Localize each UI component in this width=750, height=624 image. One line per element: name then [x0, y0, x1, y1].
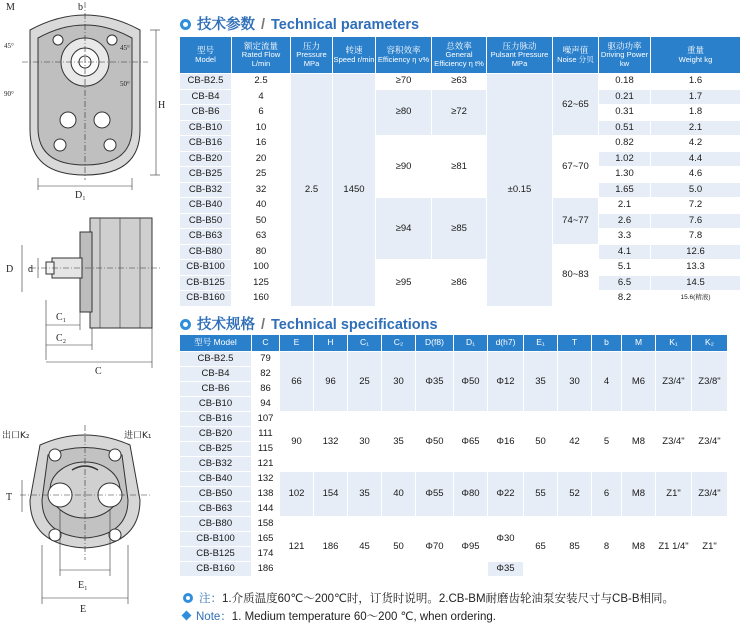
table-row — [180, 74, 741, 90]
cell-noise: 80~83 — [553, 244, 599, 306]
bullet-icon — [180, 319, 191, 330]
label-d1: D₁ — [75, 190, 86, 201]
spec-cell-c1: 25 — [348, 352, 382, 412]
label-h: H — [158, 100, 166, 111]
spec-cell-k2: Z3/8" — [692, 352, 728, 412]
spec-header-c: C — [252, 335, 280, 352]
header-driving-power: 驱动功率 Driving Power kw — [599, 37, 651, 74]
spec-header-k2: K₂ — [692, 335, 728, 352]
spec-cell-model: CB-B63 — [180, 502, 252, 517]
label-outlet: 出口K₂ — [2, 431, 30, 441]
spec-cell-c1: 30 — [348, 412, 382, 472]
pump-drawings — [0, 0, 172, 623]
spec-cell-e1: 35 — [524, 352, 558, 412]
spec-header-m: M — [622, 335, 656, 352]
spec-cell-h: 132 — [314, 412, 348, 472]
cell-model: CB-B4 — [180, 89, 232, 105]
cell-model: CB-B125 — [180, 275, 232, 291]
spec-cell-e: 90 — [280, 412, 314, 472]
spec-cell-c1: 45 — [348, 517, 382, 577]
header-pulsant-pressure: 压力脉动 Pulsant Pressure MPa — [487, 37, 553, 74]
note-en: Note：1. Medium temperature 60～200 ℃, when ordering. — [183, 608, 496, 624]
label-m: M — [6, 2, 15, 13]
cell-noise: 62~65 — [553, 74, 599, 136]
spec-cell-c: 121 — [252, 457, 280, 472]
table-row — [180, 517, 728, 532]
cell-power: 2.1 — [599, 198, 651, 214]
spec-header-c1: C₁ — [348, 335, 382, 352]
spec-cell-model: CB-B10 — [180, 397, 252, 412]
cell-weight: 13.3 — [651, 260, 741, 276]
spec-cell-t: 30 — [558, 352, 592, 412]
spec-header-t: T — [558, 335, 592, 352]
spec-cell-m: M8 — [622, 412, 656, 472]
cell-speed: 1450 — [333, 74, 376, 307]
spec-cell-e1: 50 — [524, 412, 558, 472]
cell-model: CB-B32 — [180, 182, 232, 198]
spec-cell-c1: 35 — [348, 472, 382, 517]
cell-model: CB-B25 — [180, 167, 232, 183]
cell-power: 0.18 — [599, 74, 651, 90]
spec-cell-h: 154 — [314, 472, 348, 517]
table-row — [180, 352, 728, 367]
spec-cell-c: 174 — [252, 547, 280, 562]
spec-header-df8: D(f8) — [416, 335, 454, 352]
spec-cell-c: 165 — [252, 532, 280, 547]
pump-side-view — [22, 218, 160, 368]
cell-weight: 5.0 — [651, 182, 741, 198]
spec-cell-model: CB-B6 — [180, 382, 252, 397]
spec-cell-b: 6 — [592, 472, 622, 517]
spec-cell-t: 42 — [558, 412, 592, 472]
cell-power: 0.21 — [599, 89, 651, 105]
cell-weight: 7.2 — [651, 198, 741, 214]
spec-cell-c: 111 — [252, 427, 280, 442]
cell-vol-eff: ≥80 — [376, 89, 432, 136]
spec-cell-t: 52 — [558, 472, 592, 517]
cell-gen-eff: ≥63 — [432, 74, 487, 90]
spec-header-h: H — [314, 335, 348, 352]
cell-flow: 20 — [232, 151, 291, 167]
cell-model: CB-B100 — [180, 260, 232, 276]
label-e: E — [80, 604, 87, 615]
label-e1: E₁ — [78, 580, 88, 591]
cell-gen-eff: ≥72 — [432, 89, 487, 136]
cell-noise: 67~70 — [553, 136, 599, 198]
cell-model: CB-B10 — [180, 120, 232, 136]
table-row — [180, 198, 741, 214]
spec-cell-model: CB-B32 — [180, 457, 252, 472]
spec-cell-c: 86 — [252, 382, 280, 397]
cell-gen-eff: ≥81 — [432, 136, 487, 198]
spec-cell-c2: 30 — [382, 352, 416, 412]
spec-cell-b: 5 — [592, 412, 622, 472]
spec-cell-e: 66 — [280, 352, 314, 412]
spec-cell-model: CB-B4 — [180, 367, 252, 382]
spec-cell-k2: Z1" — [692, 517, 728, 577]
spec-cell-c: 158 — [252, 517, 280, 532]
cell-flow: 125 — [232, 275, 291, 291]
cell-power: 4.1 — [599, 244, 651, 260]
cell-flow: 80 — [232, 244, 291, 260]
spec-cell-t: 85 — [558, 517, 592, 577]
cell-flow: 2.5 — [232, 74, 291, 90]
cell-noise: 74~77 — [553, 198, 599, 245]
cell-power: 0.82 — [599, 136, 651, 152]
pump-rear-view — [20, 425, 150, 604]
table-row — [180, 136, 741, 152]
parameters-header-row — [180, 37, 741, 74]
cell-power: 1.02 — [599, 151, 651, 167]
spec-header-e: E — [280, 335, 314, 352]
table-row — [180, 89, 741, 105]
label-c1: C₁ — [56, 312, 67, 323]
cell-pressure: 2.5 — [291, 74, 333, 307]
cell-gen-eff: ≥86 — [432, 260, 487, 307]
cell-weight: 1.7 — [651, 89, 741, 105]
header-speed: 转速 Speed r/min — [333, 37, 376, 74]
label-angle-right: 45° — [120, 44, 130, 52]
cell-vol-eff: ≥90 — [376, 136, 432, 198]
header-general-efficiency: 总效率 General Efficiency η t% — [432, 37, 487, 74]
spec-cell-h: 96 — [314, 352, 348, 412]
spec-cell-c: 115 — [252, 442, 280, 457]
cell-model: CB-B2.5 — [180, 74, 232, 90]
spec-header-e1: E₁ — [524, 335, 558, 352]
cell-weight: 14.5 — [651, 275, 741, 291]
technical-specifications-table — [179, 334, 728, 577]
spec-cell-e: 102 — [280, 472, 314, 517]
label-dh7: d — [28, 264, 33, 275]
label-inlet: 进口K₁ — [124, 431, 152, 441]
cell-model: CB-B6 — [180, 105, 232, 121]
cell-pulsant: ±0.15 — [487, 74, 553, 307]
cell-power: 6.5 — [599, 275, 651, 291]
bullet-icon — [180, 19, 191, 30]
cell-power: 2.6 — [599, 213, 651, 229]
label-angle-90: 90° — [4, 90, 14, 98]
cell-flow: 4 — [232, 89, 291, 105]
cell-vol-eff: ≥94 — [376, 198, 432, 260]
table-row — [180, 412, 728, 427]
spec-cell-model: CB-B25 — [180, 442, 252, 457]
header-efficiency: 容积效率 Efficiency η v% — [376, 37, 432, 74]
cell-flow: 16 — [232, 136, 291, 152]
spec-cell-e1: 65 — [524, 517, 558, 577]
table-row — [180, 260, 741, 276]
cell-power: 5.1 — [599, 260, 651, 276]
cell-weight: 1.8 — [651, 105, 741, 121]
spec-cell-h: 186 — [314, 517, 348, 577]
spec-cell-df8: Φ50 — [416, 412, 454, 472]
header-pressure: 压力 Pressure MPa — [291, 37, 333, 74]
table-row — [180, 472, 728, 487]
spec-cell-m: M8 — [622, 517, 656, 577]
spec-cell-model: CB-B50 — [180, 487, 252, 502]
spec-header-b: b — [592, 335, 622, 352]
cell-flow: 160 — [232, 291, 291, 307]
label-b: b — [78, 2, 83, 13]
spec-cell-d1: Φ80 — [454, 472, 488, 517]
pump-front-view — [22, 2, 160, 190]
spec-cell-k1: Z1" — [656, 472, 692, 517]
cell-flow: 32 — [232, 182, 291, 198]
cell-model: CB-B40 — [180, 198, 232, 214]
spec-cell-c: 82 — [252, 367, 280, 382]
label-t: T — [6, 492, 13, 503]
cell-weight: 2.1 — [651, 120, 741, 136]
cell-power: 3.3 — [599, 229, 651, 245]
cell-power: 8.2 — [599, 291, 651, 307]
cell-model: CB-B63 — [180, 229, 232, 245]
cell-weight: 15.6(精液) — [651, 291, 741, 307]
technical-parameters-title: 技术参数 / Technical parameters — [180, 13, 419, 34]
cell-flow: 63 — [232, 229, 291, 245]
cell-vol-eff: ≥95 — [376, 260, 432, 307]
spec-header-c2: C₂ — [382, 335, 416, 352]
spec-cell-c2: 40 — [382, 472, 416, 517]
spec-cell-dh7: Φ12 — [488, 352, 524, 412]
spec-cell-c: 79 — [252, 352, 280, 367]
specifications-header-row — [180, 335, 728, 352]
cell-power: 1.30 — [599, 167, 651, 183]
technical-parameters-table — [179, 36, 741, 307]
spec-cell-k2: Z3/4" — [692, 472, 728, 517]
spec-cell-e: 121 — [280, 517, 314, 577]
spec-cell-model: CB-B125 — [180, 547, 252, 562]
cell-vol-eff: ≥70 — [376, 74, 432, 90]
cell-gen-eff: ≥85 — [432, 198, 487, 260]
spec-cell-c: 107 — [252, 412, 280, 427]
spec-cell-c: 132 — [252, 472, 280, 487]
cell-model: CB-B50 — [180, 213, 232, 229]
spec-cell-model: CB-B160 — [180, 562, 252, 577]
cell-flow: 40 — [232, 198, 291, 214]
spec-cell-dh7: Φ22 — [488, 472, 524, 517]
header-model: 型号 Model — [180, 37, 232, 74]
cell-weight: 4.2 — [651, 136, 741, 152]
spec-header-k1: K₁ — [656, 335, 692, 352]
cell-flow: 100 — [232, 260, 291, 276]
spec-cell-model: CB-B80 — [180, 517, 252, 532]
cell-power: 0.31 — [599, 105, 651, 121]
spec-cell-m: M8 — [622, 472, 656, 517]
spec-cell-b: 8 — [592, 517, 622, 577]
spec-header-model: 型号 Model — [180, 335, 252, 352]
bullet-icon — [183, 593, 193, 603]
spec-cell-df8: Φ70 — [416, 517, 454, 577]
cell-flow: 6 — [232, 105, 291, 121]
spec-cell-model: CB-B2.5 — [180, 352, 252, 367]
spec-cell-dh7: Φ16 — [488, 412, 524, 472]
label-c: C — [95, 366, 102, 377]
cell-weight: 4.4 — [651, 151, 741, 167]
spec-cell-df8: Φ55 — [416, 472, 454, 517]
cell-flow: 10 — [232, 120, 291, 136]
header-noise: 噪声值 Noise 分贝 — [553, 37, 599, 74]
spec-cell-model: CB-B20 — [180, 427, 252, 442]
spec-cell-c: 94 — [252, 397, 280, 412]
note-zh: 注：1.介质温度60℃～200℃时，订货时说明。2.CB-BM耐磨齿轮油泵安装尺寸与CB-B相同。 — [183, 590, 674, 606]
cell-model: CB-B20 — [180, 151, 232, 167]
label-angle-left: 45° — [4, 42, 14, 50]
spec-cell-model: CB-B100 — [180, 532, 252, 547]
spec-cell-c: 144 — [252, 502, 280, 517]
spec-cell-c: 138 — [252, 487, 280, 502]
spec-cell-b: 4 — [592, 352, 622, 412]
spec-cell-k2: Z3/4" — [692, 412, 728, 472]
cell-weight: 7.8 — [651, 229, 741, 245]
spec-cell-d1: Φ65 — [454, 412, 488, 472]
label-c2: C₂ — [56, 333, 67, 344]
spec-cell-d1: Φ95 — [454, 517, 488, 577]
cell-weight: 1.6 — [651, 74, 741, 90]
spec-cell-df8: Φ35 — [416, 352, 454, 412]
spec-cell-k1: Z1 1/4" — [656, 517, 692, 577]
cell-flow: 25 — [232, 167, 291, 183]
spec-header-dh7: d(h7) — [488, 335, 524, 352]
cell-power: 0.51 — [599, 120, 651, 136]
label-angle-50: 50° — [120, 80, 130, 88]
header-rated-flow: 额定流量 Rated Flow L/min — [232, 37, 291, 74]
spec-cell-dh7: Φ30 — [488, 517, 524, 562]
diamond-icon — [182, 611, 192, 621]
spec-header-d1: D₁ — [454, 335, 488, 352]
spec-cell-model: CB-B40 — [180, 472, 252, 487]
label-d: D — [6, 264, 14, 275]
cell-weight: 7.6 — [651, 213, 741, 229]
cell-power: 1.65 — [599, 182, 651, 198]
spec-cell-c2: 35 — [382, 412, 416, 472]
spec-cell-dh7-b: Φ35 — [488, 562, 524, 577]
spec-cell-c: 186 — [252, 562, 280, 577]
spec-cell-model: CB-B16 — [180, 412, 252, 427]
spec-cell-e1: 55 — [524, 472, 558, 517]
spec-cell-k1: Z3/4" — [656, 352, 692, 412]
spec-cell-c2: 50 — [382, 517, 416, 577]
cell-model: CB-B16 — [180, 136, 232, 152]
cell-flow: 50 — [232, 213, 291, 229]
cell-weight: 12.6 — [651, 244, 741, 260]
spec-cell-k1: Z3/4" — [656, 412, 692, 472]
cell-model: CB-B80 — [180, 244, 232, 260]
header-weight: 重量 Weight kg — [651, 37, 741, 74]
technical-specifications-title: 技术规格 / Technical specifications — [180, 313, 438, 334]
cell-model: CB-B160 — [180, 291, 232, 307]
spec-cell-m: M6 — [622, 352, 656, 412]
cell-weight: 4.6 — [651, 167, 741, 183]
spec-cell-d1: Φ50 — [454, 352, 488, 412]
